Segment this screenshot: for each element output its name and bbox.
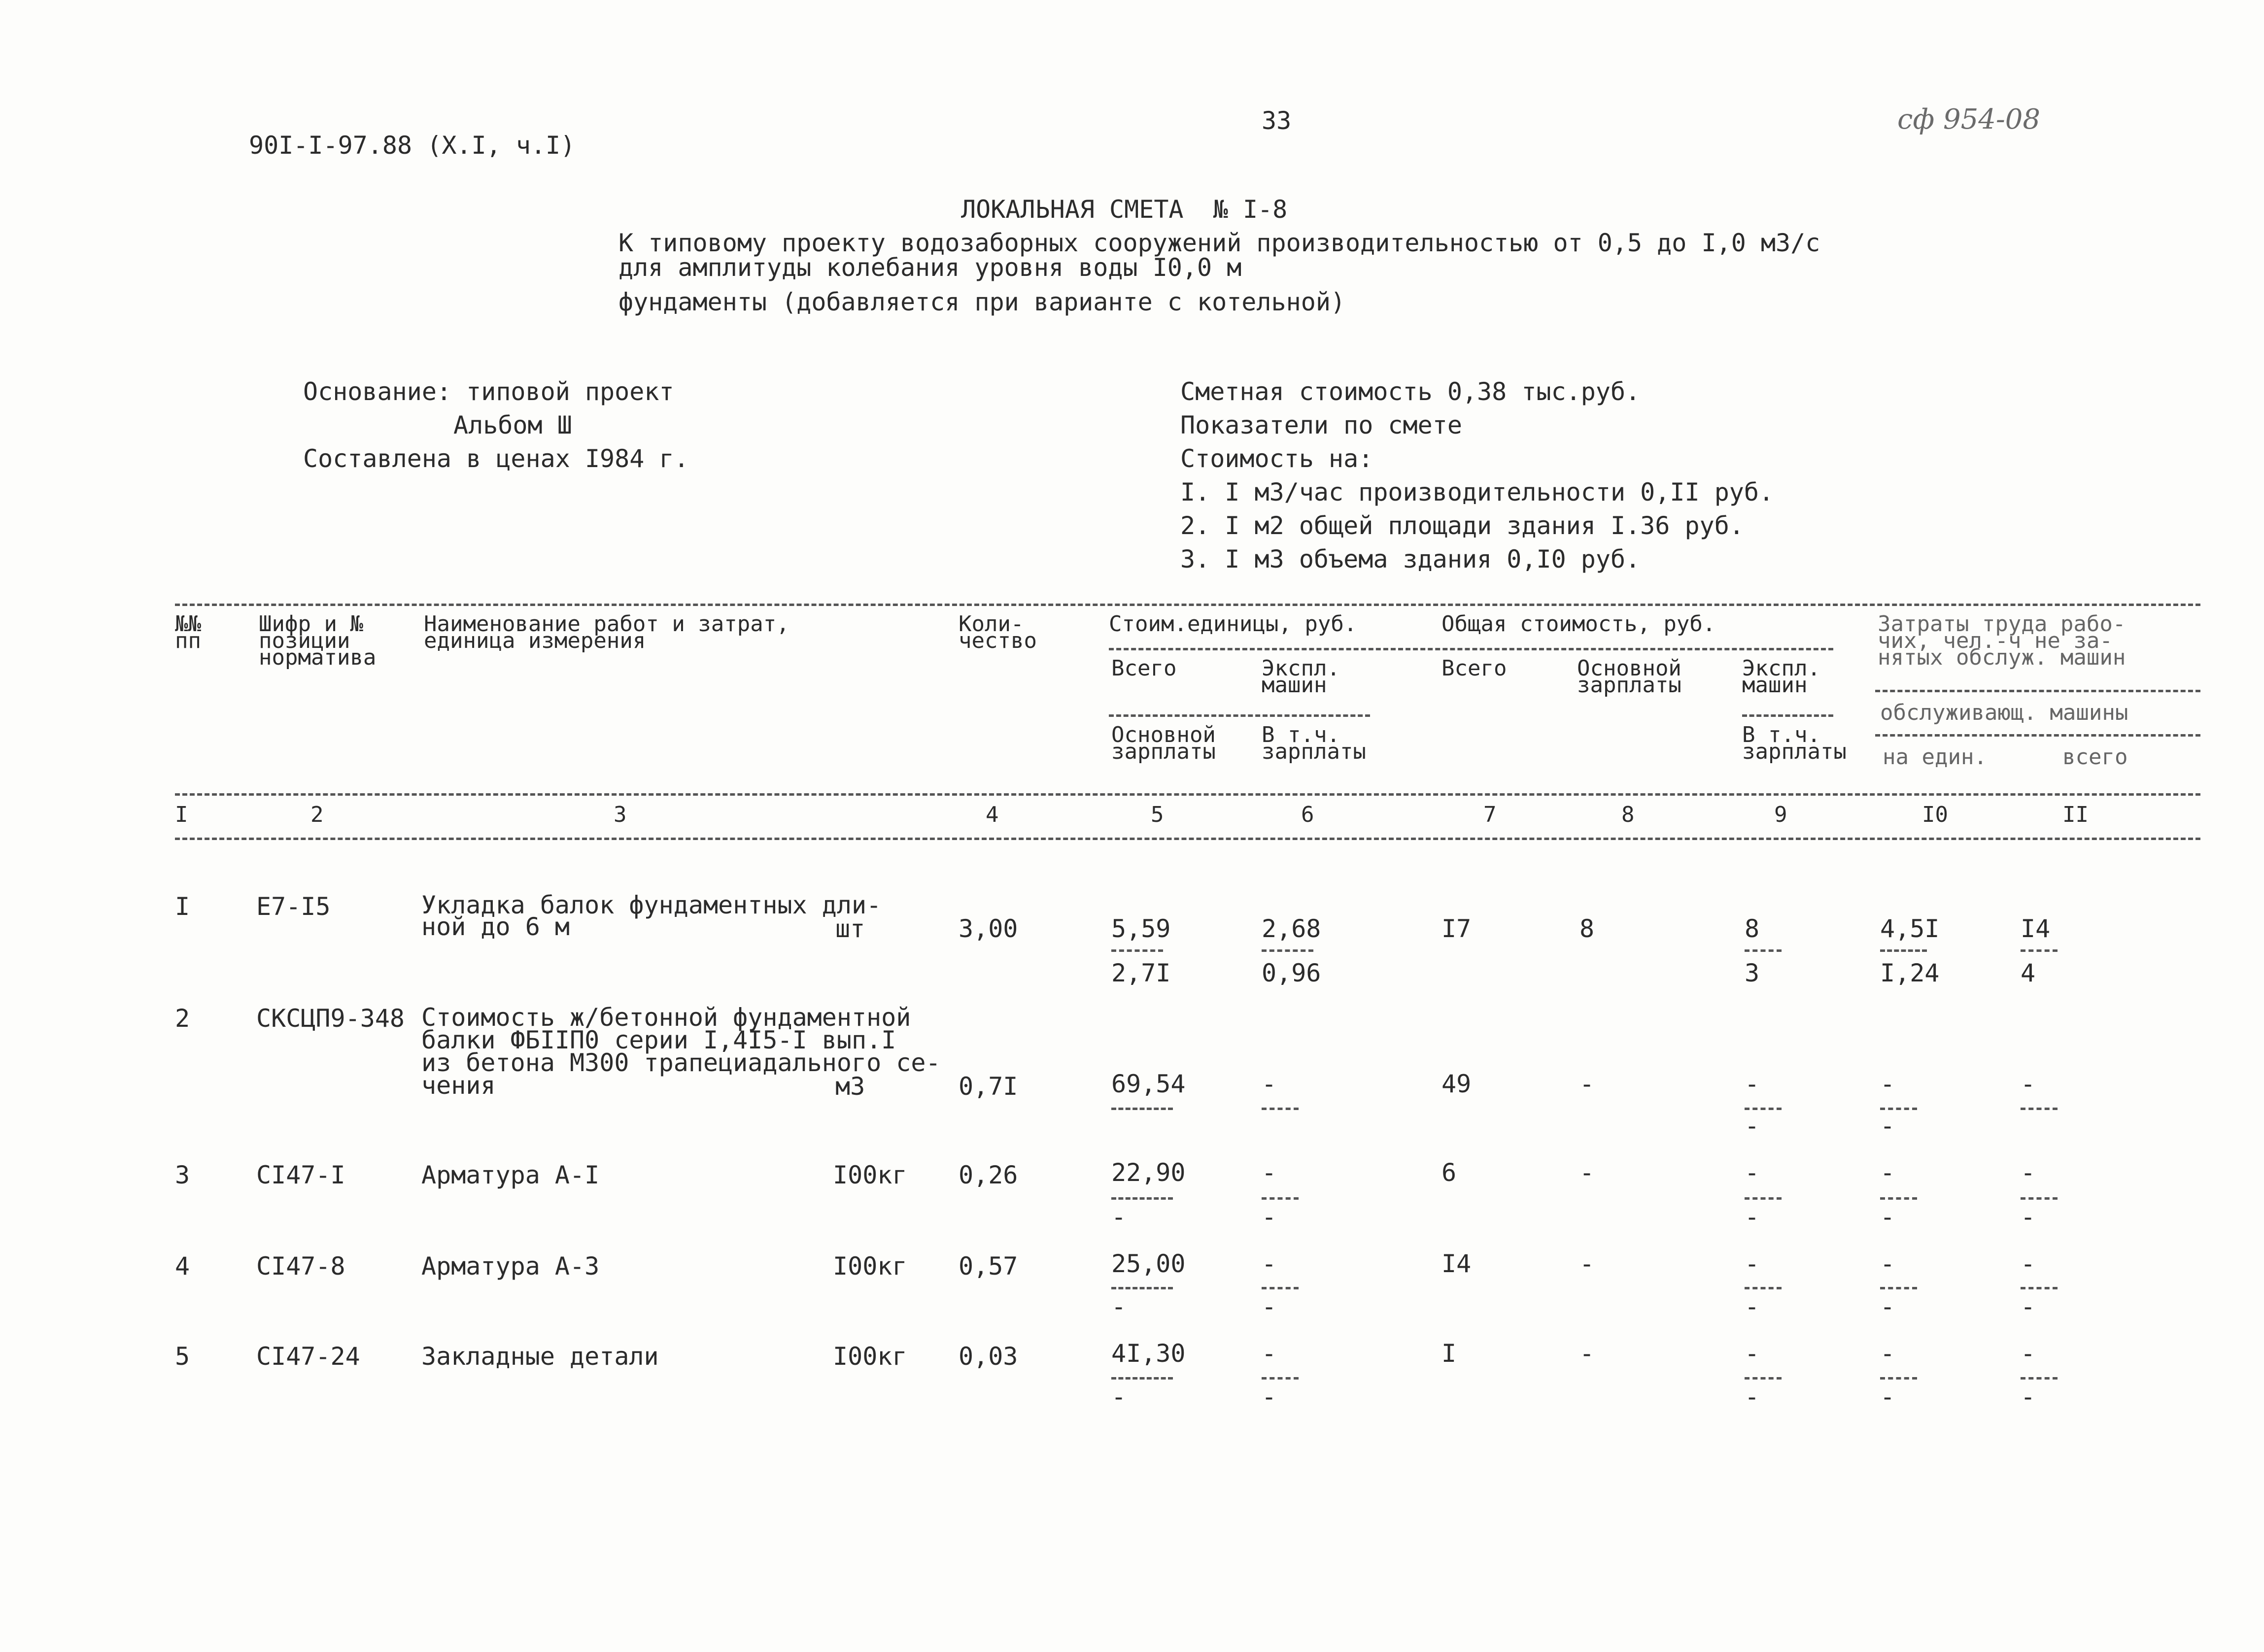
column-number-1: I [175, 802, 188, 827]
header-c6-top: Экспл. машин [1262, 656, 1340, 698]
fraction-bar [1880, 1197, 1917, 1200]
fraction-bar [1262, 1108, 1299, 1110]
c9-top: 8 [1745, 914, 1760, 943]
fraction-bar [2021, 1197, 2058, 1200]
column-number-8: 8 [1621, 802, 1635, 827]
album-text: Альбом Ш [453, 411, 572, 439]
indicator-1: I. I м3/час производительности 0,II руб. [1180, 478, 1774, 506]
header-c8-top: Основной зарплаты [1577, 656, 1681, 698]
subtitle-line-2: для амплитуды колебания уровня воды I0,0 м [618, 253, 1242, 282]
fraction-bar [1262, 1287, 1299, 1289]
row-code: СI47-24 [256, 1342, 360, 1371]
column-number-9: 9 [1774, 802, 1787, 827]
header-subrule-labor-1 [1875, 690, 2200, 692]
fraction-bar [1111, 1287, 1173, 1289]
header-c6-bottom: В т.ч. зарплаты [1262, 722, 1366, 764]
header-c7-top: Всего [1441, 656, 1507, 681]
fraction-bar [1745, 949, 1782, 952]
c10-bottom: I,24 [1880, 959, 1940, 987]
row-quantity: 0,26 [959, 1161, 1018, 1189]
header-subrule-cost [1109, 648, 1833, 650]
column-number-6: 6 [1301, 802, 1314, 827]
row-unit: м3 [835, 1072, 865, 1101]
c10-top: - [1880, 1249, 1895, 1278]
header-unit-cost: Стоим.единицы, руб. [1109, 611, 1357, 637]
c10-bottom: - [1880, 1203, 1895, 1231]
row-code: Е7-I5 [256, 892, 331, 921]
c9-bottom: 3 [1745, 959, 1760, 987]
header-row-number: №№ пп [175, 611, 201, 653]
column-number-11: II [2062, 802, 2089, 827]
fraction-bar [2021, 1108, 2058, 1110]
row-name: Укладка балок фундаментных дли- ной до 6 м [421, 891, 882, 941]
page-number: 33 [1262, 106, 1292, 135]
column-number-10: I0 [1922, 802, 1948, 827]
c5-bottom: 2,7I [1111, 959, 1171, 987]
row-unit: I00кг [833, 1161, 907, 1189]
fraction-bar [1111, 1108, 1173, 1110]
table-top-rule [175, 604, 2200, 606]
row-name: Арматура А-I [421, 1161, 600, 1189]
c11-bottom: 4 [2021, 959, 2036, 987]
c5-top: 4I,30 [1111, 1339, 1186, 1368]
c11-bottom: - [2021, 1292, 2036, 1321]
c9-bottom: - [1745, 1203, 1760, 1231]
row-quantity: 0,03 [959, 1342, 1018, 1371]
table-colnum-rule [175, 838, 2200, 840]
row-unit: шт [835, 914, 865, 943]
c5-top: 69,54 [1111, 1070, 1186, 1098]
c5-top: 22,90 [1111, 1158, 1186, 1187]
subtitle-line-1: К типовому проекту водозаборных сооружений производительностью от 0,5 до I,0 м3/с [618, 229, 1820, 257]
c6-bottom: - [1262, 1292, 1277, 1321]
estimated-cost: Сметная стоимость 0,38 тыс.руб. [1180, 377, 1641, 406]
c10-top: - [1880, 1339, 1895, 1368]
row-name: Закладные детали [421, 1342, 659, 1371]
c5-bottom: - [1111, 1382, 1127, 1411]
c11-bottom: - [2021, 1382, 2036, 1411]
header-c11-bottom: всего [2062, 744, 2128, 770]
fraction-bar [1880, 1108, 1917, 1110]
c11-top: I4 [2021, 914, 2051, 943]
c8: - [1579, 1339, 1595, 1368]
c7: 49 [1441, 1070, 1472, 1098]
c10-bottom: - [1880, 1112, 1895, 1140]
c8: - [1579, 1070, 1595, 1098]
c10-bottom: - [1880, 1382, 1895, 1411]
header-c9-top: Экспл. машин [1742, 656, 1820, 698]
header-labor-mid: обслуживающ. машины [1880, 700, 2128, 725]
c9-bottom: - [1745, 1112, 1760, 1140]
fraction-bar [1880, 1287, 1917, 1289]
c7: 6 [1441, 1158, 1457, 1187]
c9-bottom: - [1745, 1292, 1760, 1321]
fraction-bar [1111, 1197, 1173, 1200]
row-number: 5 [175, 1342, 190, 1371]
row-unit: I00кг [833, 1252, 907, 1281]
fraction-bar [1262, 1197, 1299, 1200]
c10-top: - [1880, 1158, 1895, 1187]
row-code: СI47-I [256, 1161, 345, 1189]
row-unit: I00кг [833, 1342, 907, 1371]
c10-top: 4,5I [1880, 914, 1940, 943]
c6-top: 2,68 [1262, 914, 1321, 943]
fraction-bar [1745, 1377, 1782, 1380]
row-number: 4 [175, 1252, 190, 1281]
table-header-rule [175, 793, 2200, 796]
header-c5-bottom: Основной зарплаты [1111, 722, 1216, 764]
indicators-label: Показатели по смете [1180, 411, 1462, 439]
column-number-7: 7 [1483, 802, 1497, 827]
row-number: 3 [175, 1161, 190, 1189]
c6-top: - [1262, 1249, 1277, 1278]
c8: 8 [1579, 914, 1595, 943]
fraction-bar [2021, 1287, 2058, 1289]
row-name: Стоимость ж/бетонной фундаментной балки ФБIIП0 серии I,4I5-I вып.I из бетона М300 трапециадального се- чения [421, 1003, 941, 1100]
c7: I4 [1441, 1249, 1472, 1278]
c6-bottom: - [1262, 1382, 1277, 1411]
fraction-bar [1111, 949, 1163, 952]
c11-top: - [2021, 1249, 2036, 1278]
fraction-bar [1262, 1377, 1299, 1380]
header-name: Наименование работ и затрат, единица измерения [424, 611, 789, 653]
subtitle-line-3: фундаменты (добавляется при варианте с котельной) [618, 288, 1346, 316]
row-quantity: 3,00 [959, 914, 1018, 943]
row-number: I [175, 892, 190, 921]
fraction-bar [1745, 1287, 1782, 1289]
header-total-cost: Общая стоимость, руб. [1441, 611, 1716, 637]
header-subrule-unit [1109, 714, 1370, 717]
row-code: СI47-8 [256, 1252, 345, 1281]
fraction-bar [1262, 949, 1313, 952]
row-quantity: 0,7I [959, 1072, 1018, 1101]
header-c9-bottom: В т.ч. зарплаты [1742, 722, 1847, 764]
c10-top: - [1880, 1070, 1895, 1098]
fraction-bar [1111, 1377, 1173, 1380]
prices-text: Составлена в ценах I984 г. [303, 444, 689, 473]
c11-top: - [2021, 1339, 2036, 1368]
column-number-2: 2 [310, 802, 324, 827]
c11-bottom: - [2021, 1203, 2036, 1231]
doc-code: 90I-I-97.88 (X.I, ч.I) [249, 131, 576, 160]
c5-top: 25,00 [1111, 1249, 1186, 1278]
c9-top: - [1745, 1158, 1760, 1187]
header-subrule-c9 [1742, 714, 1833, 717]
header-quantity: Коли- чество [959, 611, 1037, 653]
column-number-5: 5 [1151, 802, 1164, 827]
c9-top: - [1745, 1070, 1760, 1098]
fraction-bar [1745, 1197, 1782, 1200]
fraction-bar [1745, 1108, 1782, 1110]
c10-bottom: - [1880, 1292, 1895, 1321]
header-labor: Затраты труда рабо- чих, чел.-ч не за- нятых обслуж. машин [1878, 611, 2126, 670]
row-number: 2 [175, 1004, 190, 1033]
header-code: Шифр и № позиции норматива [259, 611, 377, 670]
indicator-2: 2. I м2 общей площади здания I.36 руб. [1180, 511, 1744, 540]
c11-top: - [2021, 1070, 2036, 1098]
fraction-bar [1880, 1377, 1917, 1380]
c6-top: - [1262, 1339, 1277, 1368]
c5-bottom: - [1111, 1203, 1127, 1231]
fraction-bar [2021, 949, 2058, 952]
c7: I [1441, 1339, 1457, 1368]
document-title: ЛОКАЛЬНАЯ СМЕТА № I-8 [961, 195, 1288, 224]
column-number-4: 4 [986, 802, 999, 827]
header-c5-top: Всего [1111, 656, 1177, 681]
c6-top: - [1262, 1070, 1277, 1098]
c8: - [1579, 1158, 1595, 1187]
column-number-3: 3 [614, 802, 627, 827]
c6-bottom: 0,96 [1262, 959, 1321, 987]
c7: I7 [1441, 914, 1472, 943]
c5-bottom: - [1111, 1292, 1127, 1321]
c11-top: - [2021, 1158, 2036, 1187]
c9-top: - [1745, 1249, 1760, 1278]
row-code: СКСЦП9-348 [256, 1004, 405, 1033]
c6-top: - [1262, 1158, 1277, 1187]
stamp-number: сф 954-08 [1897, 103, 2041, 135]
basis-text: Основание: типовой проект [303, 377, 674, 406]
header-c10-bottom: на един. [1883, 744, 1987, 770]
cost-on-label: Стоимость на: [1180, 444, 1373, 473]
c9-bottom: - [1745, 1382, 1760, 1411]
fraction-bar [2021, 1377, 2058, 1380]
c6-bottom: - [1262, 1203, 1277, 1231]
row-name: Арматура А-3 [421, 1252, 600, 1281]
c8: - [1579, 1249, 1595, 1278]
indicator-3: 3. I м3 объема здания 0,I0 руб. [1180, 545, 1641, 573]
c9-top: - [1745, 1339, 1760, 1368]
fraction-bar [1880, 949, 1927, 952]
header-subrule-labor-2 [1875, 734, 2200, 737]
c5-top: 5,59 [1111, 914, 1171, 943]
row-quantity: 0,57 [959, 1252, 1018, 1281]
